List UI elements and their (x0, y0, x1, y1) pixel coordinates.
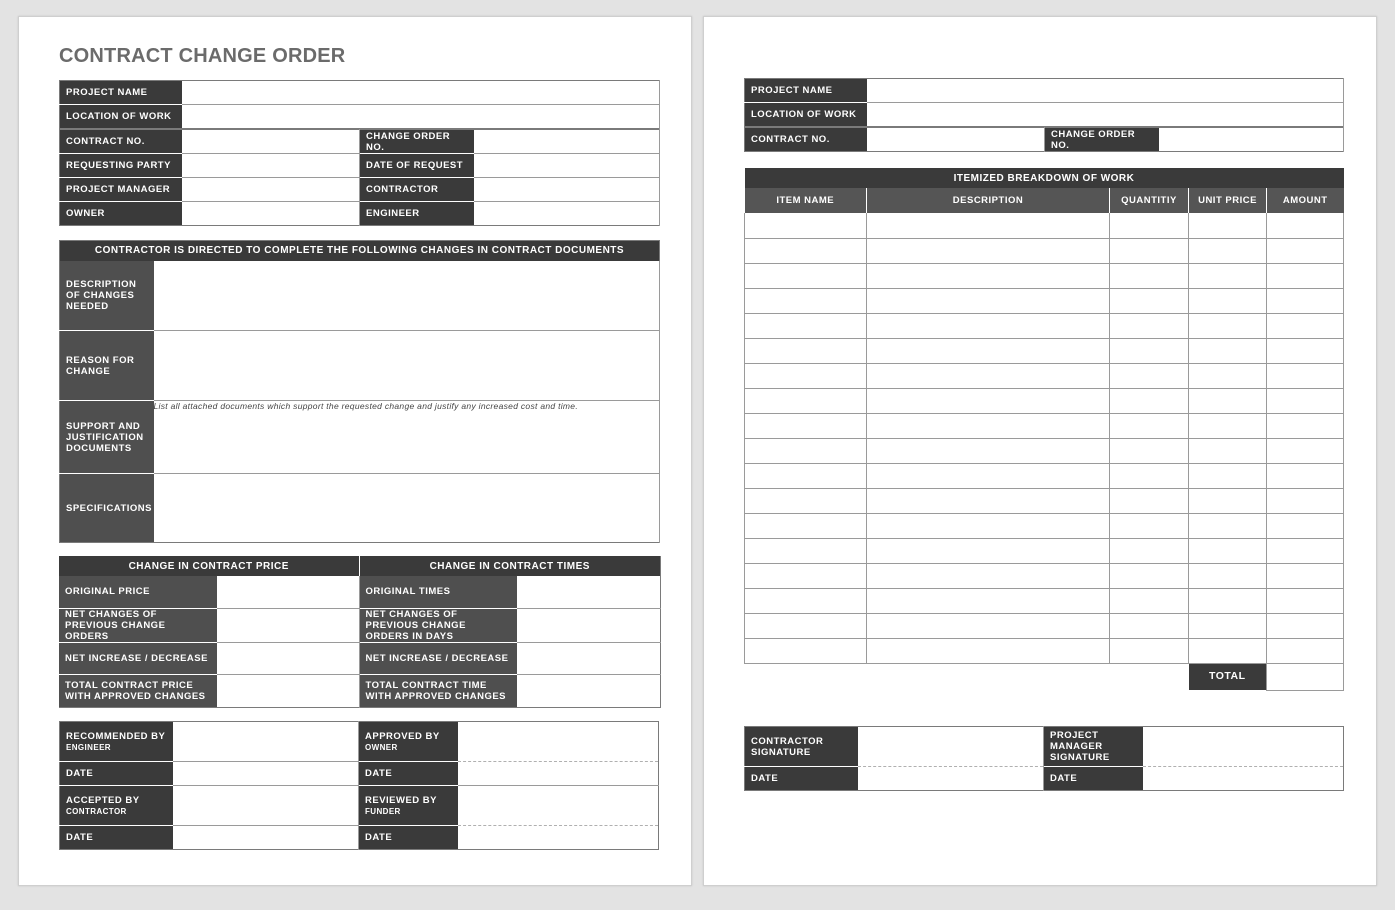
original-price-field[interactable] (217, 576, 359, 608)
breakdown-cell-item-name[interactable] (745, 463, 867, 488)
pm-signature-field[interactable] (1143, 727, 1344, 767)
breakdown-cell-unit-price[interactable] (1189, 213, 1267, 238)
approved-by-sub: OWNER (365, 742, 398, 752)
breakdown-cell-description[interactable] (867, 338, 1110, 363)
breakdown-cell-description[interactable] (867, 563, 1110, 588)
breakdown-cell-quantity[interactable] (1110, 563, 1189, 588)
pm-signature-label: PROJECT MANAGER SIGNATURE (1044, 727, 1143, 767)
p2-date-field-2[interactable] (1143, 767, 1344, 791)
breakdown-row (745, 413, 1344, 438)
breakdown-cell-unit-price[interactable] (1189, 388, 1267, 413)
breakdown-cell-unit-price[interactable] (1189, 563, 1267, 588)
engineer-label: ENGINEER (360, 202, 474, 226)
p2-contract-no-field[interactable] (867, 128, 1045, 152)
breakdown-cell-item-name[interactable] (745, 438, 867, 463)
reviewed-by-text: REVIEWED BY (365, 794, 438, 806)
breakdown-cell-description[interactable] (867, 463, 1110, 488)
breakdown-cell-quantity[interactable] (1110, 263, 1189, 288)
breakdown-row (745, 613, 1344, 638)
breakdown-cell-item-name[interactable] (745, 313, 867, 338)
breakdown-cell-description[interactable] (867, 238, 1110, 263)
times-header: CHANGE IN CONTRACT TIMES (359, 556, 661, 576)
net-prev-price-field[interactable] (217, 608, 359, 642)
breakdown-row (745, 438, 1344, 463)
breakdown-cell-unit-price[interactable] (1189, 288, 1267, 313)
page-title: CONTRACT CHANGE ORDER (59, 45, 346, 67)
change-order-no-field[interactable] (474, 130, 660, 154)
breakdown-cell-amount[interactable] (1267, 413, 1344, 438)
approved-by-text: APPROVED BY (365, 730, 440, 742)
requesting-party-label: REQUESTING PARTY (60, 154, 182, 178)
breakdown-cell-quantity[interactable] (1110, 363, 1189, 388)
p2-signature-table (744, 726, 1344, 791)
breakdown-cell-amount[interactable] (1267, 388, 1344, 413)
breakdown-cell-amount[interactable] (1267, 288, 1344, 313)
breakdown-cell-amount[interactable] (1267, 513, 1344, 538)
original-times-label: ORIGINAL TIMES (359, 576, 517, 608)
breakdown-cell-description[interactable] (867, 313, 1110, 338)
breakdown-cell-amount[interactable] (1267, 638, 1344, 663)
breakdown-row (745, 213, 1344, 238)
breakdown-cell-quantity[interactable] (1110, 213, 1189, 238)
breakdown-cell-item-name[interactable] (745, 413, 867, 438)
recommended-by-label (60, 722, 173, 762)
price-header: CHANGE IN CONTRACT PRICE (59, 556, 359, 576)
net-prev-times-label: NET CHANGES OF PREVIOUS CHANGE ORDERS IN DAYS (359, 608, 517, 642)
accepted-by-text: ACCEPTED BY (66, 794, 140, 806)
breakdown-cell-item-name[interactable] (745, 213, 867, 238)
breakdown-cell-item-name[interactable] (745, 363, 867, 388)
signoff-table (59, 721, 659, 850)
breakdown-cell-quantity[interactable] (1110, 338, 1189, 363)
breakdown-row (745, 313, 1344, 338)
p2-contract-no-label: CONTRACT NO. (745, 128, 867, 152)
recommended-by-field[interactable] (173, 722, 359, 762)
breakdown-cell-item-name[interactable] (745, 288, 867, 313)
p2-change-order-no-field[interactable] (1159, 128, 1344, 152)
breakdown-cell-description[interactable] (867, 438, 1110, 463)
total-row (745, 663, 1344, 690)
p2-location-label: LOCATION OF WORK (745, 103, 867, 127)
breakdown-cell-amount[interactable] (1267, 613, 1344, 638)
reviewed-by-sub: FUNDER (365, 806, 401, 816)
breakdown-cell-quantity[interactable] (1110, 613, 1189, 638)
breakdown-cell-quantity[interactable] (1110, 463, 1189, 488)
date-label-3: DATE (60, 826, 173, 850)
directed-changes-header: CONTRACTOR IS DIRECTED TO COMPLETE THE FOLLOWING CHANGES IN CONTRACT DOCUMENTS (60, 241, 660, 261)
contractor-label: CONTRACTOR (360, 178, 474, 202)
net-inc-times-label: NET INCREASE / DECREASE (359, 642, 517, 674)
total-field[interactable] (1267, 663, 1344, 690)
accepted-by-sub: CONTRACTOR (66, 806, 127, 816)
breakdown-cell-unit-price[interactable] (1189, 413, 1267, 438)
breakdown-cell-quantity[interactable] (1110, 538, 1189, 563)
col-amount: AMOUNT (1267, 188, 1344, 213)
breakdown-cell-amount[interactable] (1267, 213, 1344, 238)
breakdown-cell-description[interactable] (867, 513, 1110, 538)
breakdown-cell-description[interactable] (867, 288, 1110, 313)
contractor-signature-label: CONTRACTOR SIGNATURE (745, 727, 858, 767)
contractor-signature-field[interactable] (858, 727, 1044, 767)
breakdown-cell-item-name[interactable] (745, 238, 867, 263)
breakdown-cell-amount[interactable] (1267, 438, 1344, 463)
owner-field[interactable] (182, 202, 360, 226)
breakdown-cell-description[interactable] (867, 263, 1110, 288)
reason-field[interactable] (154, 331, 660, 401)
breakdown-cell-amount[interactable] (1267, 263, 1344, 288)
net-prev-price-label: NET CHANGES OF PREVIOUS CHANGE ORDERS (59, 608, 217, 642)
requesting-party-field[interactable] (182, 154, 360, 178)
breakdown-cell-unit-price[interactable] (1189, 313, 1267, 338)
support-label: SUPPORT AND JUSTIFICATION DOCUMENTS (60, 401, 154, 474)
breakdown-cell-item-name[interactable] (745, 563, 867, 588)
breakdown-cell-unit-price[interactable] (1189, 238, 1267, 263)
date-field-2[interactable] (458, 762, 659, 786)
date-of-request-label: DATE OF REQUEST (360, 154, 474, 178)
net-inc-times-field[interactable] (517, 642, 661, 674)
total-row-spacer (745, 663, 1189, 690)
form-page-2 (703, 16, 1377, 886)
total-times-label: TOTAL CONTRACT TIME WITH APPROVED CHANGES (359, 674, 517, 707)
total-price-label: TOTAL CONTRACT PRICE WITH APPROVED CHANGES (59, 674, 217, 707)
breakdown-cell-unit-price[interactable] (1189, 438, 1267, 463)
breakdown-header: ITEMIZED BREAKDOWN OF WORK (745, 168, 1344, 188)
breakdown-cell-description[interactable] (867, 638, 1110, 663)
breakdown-row (745, 263, 1344, 288)
breakdown-row (745, 363, 1344, 388)
reviewed-by-label (359, 786, 458, 826)
project-name-label: PROJECT NAME (60, 81, 182, 105)
recommended-by-text: RECOMMENDED BY (66, 730, 166, 742)
specifications-label: SPECIFICATIONS (60, 474, 154, 543)
breakdown-cell-item-name[interactable] (745, 613, 867, 638)
breakdown-row (745, 488, 1344, 513)
breakdown-cell-amount[interactable] (1267, 488, 1344, 513)
breakdown-cell-description[interactable] (867, 538, 1110, 563)
total-times-field[interactable] (517, 674, 661, 707)
breakdown-cell-unit-price[interactable] (1189, 638, 1267, 663)
breakdown-cell-unit-price[interactable] (1189, 263, 1267, 288)
date-of-request-field[interactable] (474, 154, 660, 178)
date-label-1: DATE (60, 762, 173, 786)
breakdown-cell-amount[interactable] (1267, 363, 1344, 388)
date-field-4[interactable] (458, 826, 659, 850)
p2-project-info-table (744, 78, 1344, 127)
breakdown-cell-description[interactable] (867, 413, 1110, 438)
breakdown-cell-unit-price[interactable] (1189, 488, 1267, 513)
breakdown-cell-item-name[interactable] (745, 588, 867, 613)
reason-label: REASON FOR CHANGE (60, 331, 154, 401)
p2-change-order-no-label: CHANGE ORDER NO. (1045, 128, 1159, 152)
breakdown-cell-unit-price[interactable] (1189, 613, 1267, 638)
contractor-field[interactable] (474, 178, 660, 202)
support-field[interactable]: List all attached documents which support the requested change and justify any increased cost and time. (154, 401, 660, 474)
owner-label: OWNER (60, 202, 182, 226)
breakdown-cell-quantity[interactable] (1110, 313, 1189, 338)
total-label: TOTAL (1189, 663, 1267, 690)
breakdown-cell-unit-price[interactable] (1189, 463, 1267, 488)
p2-date-field-1[interactable] (858, 767, 1044, 791)
recommended-by-sub: ENGINEER (66, 742, 111, 752)
breakdown-cell-unit-price[interactable] (1189, 513, 1267, 538)
net-prev-times-field[interactable] (517, 608, 661, 642)
date-field-1[interactable] (173, 762, 359, 786)
breakdown-cell-quantity[interactable] (1110, 488, 1189, 513)
breakdown-cell-quantity[interactable] (1110, 438, 1189, 463)
engineer-field[interactable] (474, 202, 660, 226)
breakdown-row (745, 238, 1344, 263)
breakdown-cell-item-name[interactable] (745, 338, 867, 363)
breakdown-cell-item-name[interactable] (745, 388, 867, 413)
p2-project-name-label: PROJECT NAME (745, 79, 867, 103)
breakdown-row (745, 563, 1344, 588)
breakdown-row (745, 538, 1344, 563)
breakdown-cell-item-name[interactable] (745, 263, 867, 288)
project-name-field[interactable] (182, 81, 660, 105)
description-field[interactable] (154, 261, 660, 331)
project-info-table (59, 80, 660, 129)
itemized-breakdown-table (744, 168, 1344, 691)
breakdown-cell-item-name[interactable] (745, 488, 867, 513)
approved-by-label (359, 722, 458, 762)
breakdown-cell-item-name[interactable] (745, 638, 867, 663)
col-description: DESCRIPTION (867, 188, 1110, 213)
breakdown-cell-amount[interactable] (1267, 238, 1344, 263)
accepted-by-label (60, 786, 173, 826)
breakdown-cell-quantity[interactable] (1110, 288, 1189, 313)
location-field[interactable] (182, 105, 660, 129)
total-price-field[interactable] (217, 674, 359, 707)
breakdown-row (745, 388, 1344, 413)
breakdown-cell-quantity[interactable] (1110, 513, 1189, 538)
breakdown-row (745, 338, 1344, 363)
project-manager-label: PROJECT MANAGER (60, 178, 182, 202)
specifications-field[interactable] (154, 474, 660, 543)
breakdown-cell-quantity[interactable] (1110, 588, 1189, 613)
change-order-no-label: CHANGE ORDER NO. (360, 130, 474, 154)
p2-date-label-1: DATE (745, 767, 858, 791)
breakdown-row (745, 513, 1344, 538)
breakdown-cell-amount[interactable] (1267, 463, 1344, 488)
change-price-times-table (59, 556, 661, 708)
p2-project-name-field[interactable] (867, 79, 1344, 103)
p2-date-label-2: DATE (1044, 767, 1143, 791)
original-times-field[interactable] (517, 576, 661, 608)
breakdown-cell-amount[interactable] (1267, 588, 1344, 613)
date-label-2: DATE (359, 762, 458, 786)
breakdown-cell-quantity[interactable] (1110, 413, 1189, 438)
breakdown-cell-description[interactable] (867, 213, 1110, 238)
project-manager-field[interactable] (182, 178, 360, 202)
contract-no-label: CONTRACT NO. (60, 130, 182, 154)
breakdown-cell-description[interactable] (867, 388, 1110, 413)
breakdown-row (745, 463, 1344, 488)
col-item-name: ITEM NAME (745, 188, 867, 213)
breakdown-cell-unit-price[interactable] (1189, 588, 1267, 613)
date-label-4: DATE (359, 826, 458, 850)
col-quantity: QUANTITIY (1110, 188, 1189, 213)
breakdown-rows (745, 213, 1344, 663)
date-field-3[interactable] (173, 826, 359, 850)
breakdown-cell-item-name[interactable] (745, 538, 867, 563)
description-label: DESCRIPTION OF CHANGES NEEDED (60, 261, 154, 331)
breakdown-cell-description[interactable] (867, 363, 1110, 388)
net-inc-price-field[interactable] (217, 642, 359, 674)
breakdown-cell-amount[interactable] (1267, 313, 1344, 338)
contract-details-table (59, 129, 660, 226)
breakdown-cell-quantity[interactable] (1110, 638, 1189, 663)
breakdown-row (745, 638, 1344, 663)
directed-changes-table (59, 240, 660, 543)
net-inc-price-label: NET INCREASE / DECREASE (59, 642, 217, 674)
breakdown-cell-amount[interactable] (1267, 538, 1344, 563)
original-price-label: ORIGINAL PRICE (59, 576, 217, 608)
breakdown-cell-description[interactable] (867, 613, 1110, 638)
breakdown-cell-amount[interactable] (1267, 338, 1344, 363)
breakdown-row (745, 588, 1344, 613)
p2-contract-table (744, 127, 1344, 152)
breakdown-cell-description[interactable] (867, 488, 1110, 513)
location-label: LOCATION OF WORK (60, 105, 182, 129)
breakdown-cell-amount[interactable] (1267, 563, 1344, 588)
form-page-1 (18, 16, 692, 886)
breakdown-cell-unit-price[interactable] (1189, 338, 1267, 363)
contract-no-field[interactable] (182, 130, 360, 154)
breakdown-cell-quantity[interactable] (1110, 388, 1189, 413)
col-unit-price: UNIT PRICE (1189, 188, 1267, 213)
breakdown-cell-unit-price[interactable] (1189, 538, 1267, 563)
reviewed-by-field[interactable] (458, 786, 659, 826)
breakdown-row (745, 288, 1344, 313)
accepted-by-field[interactable] (173, 786, 359, 826)
breakdown-column-headers (745, 188, 1344, 213)
breakdown-cell-description[interactable] (867, 588, 1110, 613)
breakdown-cell-unit-price[interactable] (1189, 363, 1267, 388)
breakdown-cell-quantity[interactable] (1110, 238, 1189, 263)
approved-by-field[interactable] (458, 722, 659, 762)
breakdown-cell-item-name[interactable] (745, 513, 867, 538)
p2-location-field[interactable] (867, 103, 1344, 127)
